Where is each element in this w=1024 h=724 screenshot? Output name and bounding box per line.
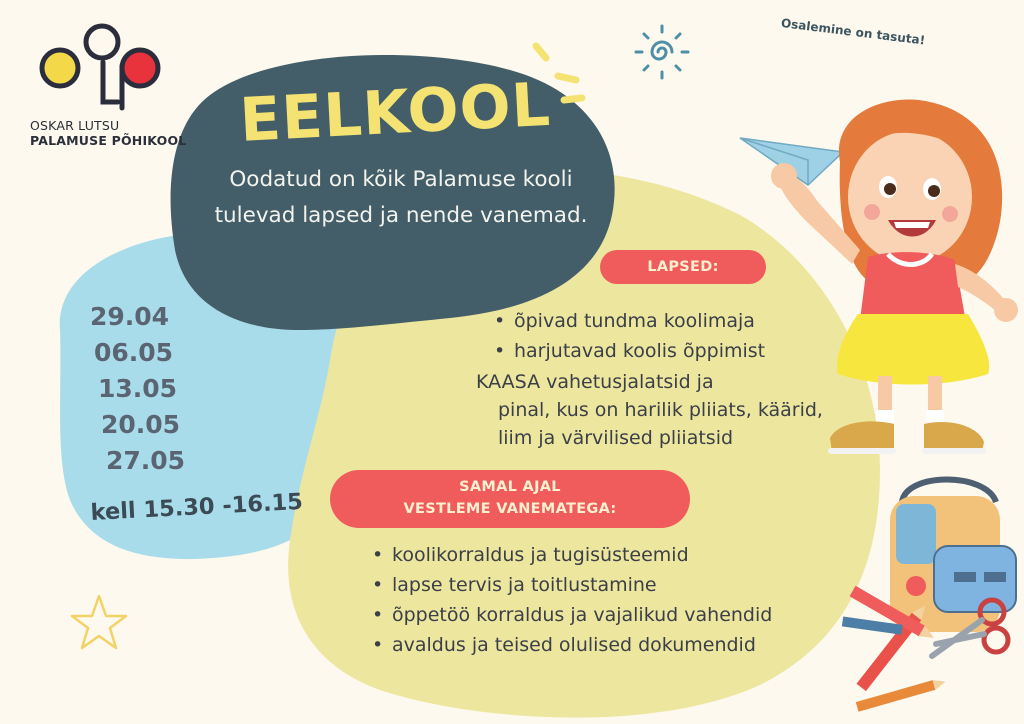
time-range: kell 15.30 -16.15 (90, 488, 304, 526)
kids-list (494, 306, 765, 366)
olp-logo-icon (38, 20, 168, 116)
date-2: 06.05 (94, 338, 174, 367)
date-3: 13.05 (98, 374, 178, 403)
date-1: 29.04 (90, 302, 170, 331)
list-item: • õppetöö korraldus ja vajalikud vahendid (372, 600, 772, 630)
list-item: • avaldus ja teised olulised dokumendid (372, 630, 772, 660)
scissors-icon (926, 596, 1012, 666)
title-accent-dashes (528, 36, 588, 116)
bring-line1: KAASA vahetusjalatsid ja (476, 371, 714, 393)
parents-label-line1: SAMAL AJAL (459, 479, 561, 495)
girl-illustration (760, 92, 1024, 464)
logo-line2: PALAMUSE PÕHIKOOL (30, 133, 187, 148)
kids-label: LAPSED: (600, 250, 766, 284)
parents-list (372, 540, 772, 660)
date-5: 27.05 (106, 446, 186, 475)
intro-text: Oodatud on kõik Palamuse kooli tulevad lapsed ja nende vanemad. (214, 167, 588, 228)
list-item: • koolikorraldus ja tugisüsteemid (372, 540, 772, 570)
logo-line1: OSKAR LUTSU (30, 118, 120, 133)
bring-line2: pinal, kus on harilik pliiats, käärid, (498, 399, 823, 421)
list-item: • harjutavad koolis õppimist (494, 336, 765, 366)
list-item: • õpivad tundma koolimaja (494, 306, 765, 336)
list-item: • lapse tervis ja toitlustamine (372, 570, 772, 600)
bring-line3: liim ja värvilised pliiatsid (498, 427, 734, 449)
date-4: 20.05 (101, 410, 181, 439)
page-title: EELKOOL (238, 69, 553, 156)
sun-icon (632, 22, 692, 82)
free-participation-note: Osalemine on tasuta! (780, 16, 926, 48)
parents-label-line2: VESTLEME VANEMATEGA: (403, 501, 617, 517)
parents-label (330, 470, 690, 528)
star-icon (66, 590, 132, 656)
